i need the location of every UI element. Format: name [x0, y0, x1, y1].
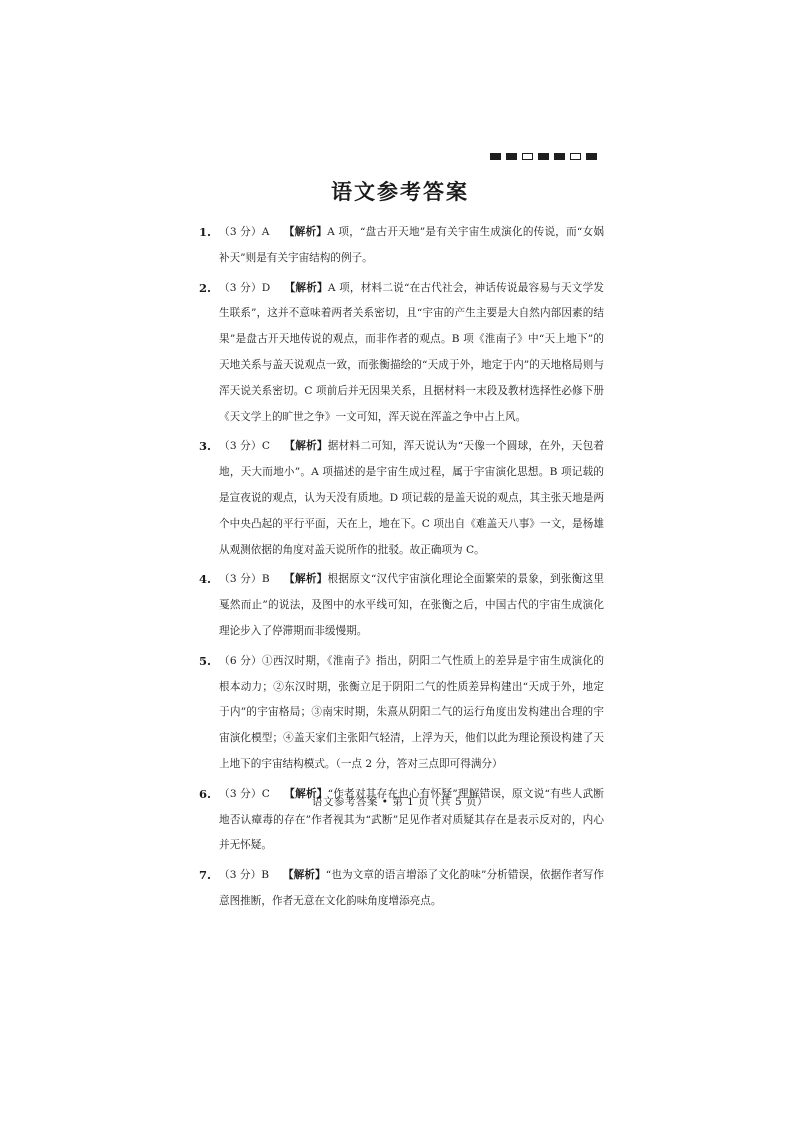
answer-text	[219, 863, 604, 915]
hollow-square-icon	[522, 153, 533, 160]
answer-body: “作者对其存在也心有怀疑”理解错误，原文说“有些人武断地否认瘴毒的存在”作者视其为“武断”足见作者对质疑其存在是表示反对的，内心并无怀疑。	[219, 787, 605, 852]
answer-number: 4.	[199, 572, 212, 587]
answer-score: （3 分）D	[219, 281, 271, 294]
analysis-label: 【解析】	[284, 787, 328, 800]
answer-number: 2.	[199, 280, 212, 295]
answer-body: 据材料二可知，浑天说认为“天像一个圆球，在外，天包着地，天大而地小”。A 项描述的是宇宙生成过程，属于宇宙演化思想。B 项记载的是宣夜说的观点，认为天没有质地。D 项记载的是盖天说的观点，其主张天地是两个中央凸起的平行平面，天在上，地在下。C 项出自《难盖天八事》一文，是杨雄从观测依据的角度对盖天说所作的批驳。故正确项为 C。	[219, 440, 605, 556]
answer-body: A 项，“盘古开天地”是有关宇宙生成演化的传说，而“女娲补天”则是有关宇宙结构的例子。	[219, 226, 604, 264]
answer-number: 7.	[199, 868, 212, 883]
answer-item-7	[199, 863, 604, 915]
filled-square-icon	[586, 153, 597, 160]
analysis-label: 【解析】	[284, 573, 328, 586]
analysis-label: 【解析】	[284, 440, 328, 453]
answer-number: 3.	[199, 439, 212, 454]
page-footer: 语文参考答案 • 第 1 页（共 5 页）	[311, 796, 489, 808]
answer-text	[219, 567, 604, 644]
answer-number: 1.	[199, 225, 212, 239]
answer-score: （3 分）C	[219, 440, 270, 453]
analysis-label: 【解析】	[283, 226, 328, 238]
answer-score: （3 分）A	[219, 226, 270, 238]
answer-number: 5.	[199, 653, 212, 668]
header-marks	[490, 153, 597, 160]
answer-text	[219, 649, 604, 778]
answer-item-1	[199, 220, 604, 272]
answer-score: （3 分）C	[219, 787, 270, 800]
filled-square-icon	[538, 153, 549, 160]
answer-item-4	[199, 567, 604, 644]
analysis-label: 【解析】	[282, 869, 326, 882]
hollow-square-icon	[570, 153, 581, 160]
page-title: 语文参考答案	[331, 179, 469, 204]
answer-item-2	[199, 276, 604, 431]
analysis-label: 【解析】	[284, 281, 328, 294]
answer-text	[219, 276, 604, 431]
answer-body: 根据原文“汉代宇宙演化理论全面繁荣的景象，到张衡这里戛然而止”的说法，及图中的水平线可知，在张衡之后，中国古代的宇宙生成演化理论步入了停滞期而非缓慢期。	[219, 573, 604, 637]
answer-item-3	[199, 434, 604, 563]
answer-body: ①西汉时期，《淮南子》指出，阴阳二气性质上的差异是宇宙生成演化的根本动力；②东汉时期，张衡立足于阴阳二气的性质差异构建出“天成于外，地定于内”的宇宙格局；③南宋时期，朱熹从阴阳二气的运行角度出发构建出合理的宇宙演化模型；④盖天家们主张阳气轻清，上浮为天，他们以此为理论预设构建了天上地下的宇宙结构模式。（一点 2 分，答对三点即可得满分）	[219, 654, 604, 770]
answer-score: （3 分）B	[219, 573, 270, 586]
filled-square-icon	[490, 153, 501, 160]
answer-text	[219, 434, 604, 563]
answer-score: （3 分）B	[219, 869, 270, 882]
answer-text	[219, 220, 604, 272]
filled-square-icon	[554, 153, 565, 160]
answer-body: A 项，材料二说“在古代社会，神话传说最容易与天文学发生联系”，这并不意味着两者关系密切，且“宇宙的产生主要是大自然内部因素的结果”是盘古开天地传说的观点，而非作者的观点。B 项《淮南子》中“天上地下”的天地关系与盖天说观点一致，而张衡描绘的“天成于外，地定于内”的天地格局则与浑天说关系密切。C 项前后并无因果关系，且据材料一末段及教材选择性必修下册《天文学上的旷世之争》一文可知，浑天说在浑盖之争中占上风。	[219, 281, 604, 423]
answer-body: “也为文章的语言增添了文化韵味”分析错误，依据作者写作意图推断，作者无意在文化韵味角度增添亮点。	[219, 869, 604, 907]
answer-score: （6 分）	[219, 654, 262, 667]
filled-square-icon	[506, 153, 517, 160]
answer-number: 6.	[199, 786, 212, 801]
answer-item-5	[199, 649, 604, 778]
answer-list	[199, 220, 604, 919]
